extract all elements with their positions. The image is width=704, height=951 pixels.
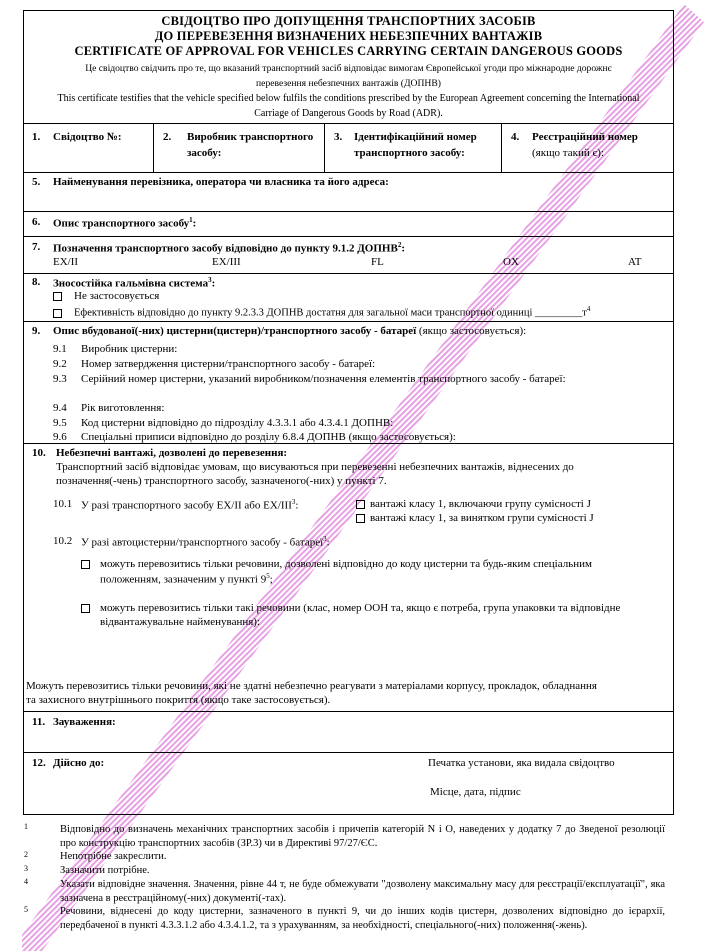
s5-num: 5. [32, 176, 41, 188]
s10-1-label: У разі транспортного засобу EX/II або EX/III$^3$: [81, 498, 299, 512]
rule [23, 273, 674, 274]
dangerous-goods-label: Небезпечні вантажі, дозволені до перевезення: [56, 447, 288, 459]
year-label: Рік виготовлення: [81, 402, 165, 414]
brake-label: Зносостійка гальмівна система$^3$: [53, 276, 216, 290]
s10-para-1: Транспортний засіб відповідає умовам, що висуваються при перевезенні небезпечних вантажів, віднесених до [56, 461, 574, 473]
row1-num-3: 3. [334, 131, 343, 143]
option-tank-code-2: положенням, зазначеним у пункті $9^5$; [100, 572, 273, 586]
brake-option-na: Не застосовується [53, 290, 159, 302]
s8-num: 8. [32, 276, 41, 288]
checkbox[interactable] [53, 309, 62, 318]
s9-1-num: 9.1 [53, 343, 67, 355]
s9-num: 9. [32, 325, 41, 337]
s9-4-num: 9.4 [53, 402, 67, 414]
desc-en-1: This certificate testifies that the vehicle specified below fulfils the conditions prescribed by the European Agreement concerning the International [57, 93, 640, 104]
s10-para-2: позначення(-чень) транспортного засобу, зазначеного(-них) у пункті 7. [56, 475, 387, 487]
tank-code-label: Код цистерни відповідно до підрозділу 4.3.3.1 або 4.3.4.1 ДОПНВ: [81, 417, 394, 429]
rule [23, 123, 674, 124]
rule [23, 752, 674, 753]
designation-label: Позначення транспортного засобу відповідно до пункту 9.1.2 ДОПНВ$^2$: [53, 241, 405, 255]
rule [23, 211, 674, 212]
manufacturer-label-2: засобу: [187, 147, 222, 159]
tank-serial-label: Серійний номер цистерни, указаний виробником/позначення елементів транспортного засобу - батареї: [81, 373, 566, 385]
tank-description-label: Опис вбудованої(-них) цистерни(цистерн)/транспортного засобу - батареї (якщо застосовується): [53, 325, 527, 337]
brake-option-effective: Ефективність відповідно до пункту 9.2.3.3 ДОПНВ достатня для загальної маси транспортної одиниці $\_\_\_\_\_\_\_\_\_т^4$ [53, 305, 590, 319]
s9-5-num: 9.5 [53, 417, 67, 429]
s10-1-num: 10.1 [53, 498, 73, 510]
type-fl: FL [371, 256, 384, 268]
footnote-mark: 4 [24, 877, 28, 886]
s9-6-num: 9.6 [53, 431, 67, 443]
title-ua-1: СВІДОЦТВО ПРО ДОПУЩЕННЯ ТРАНСПОРТНИХ ЗАСОБІВ [161, 14, 536, 28]
rule [501, 123, 502, 172]
title-en: CERTIFICATE OF APPROVAL FOR VEHICLES CARRYING CERTAIN DANGEROUS GOODS [74, 44, 623, 58]
option-specific-substances: можуть перевозитись тільки такі речовини (клас, номер ООН та, якщо є потреба, група упаковки та відповідне [81, 602, 620, 614]
s10-2-num: 10.2 [53, 535, 73, 547]
footnote-text: Відповідно до визначень механічних транспортних засобів і причепів категорій N і O, наведених у додатку 7 до Зведеної резолюції про конструкцію транспортних засобів (ЗР.3) чи в Директиві 97/27/ЄС. [60, 824, 665, 849]
type-ex2: EX/II [53, 256, 79, 268]
s9-3-num: 9.3 [53, 373, 67, 385]
rule [23, 711, 674, 712]
row1-num-4: 4. [511, 131, 520, 143]
type-at: AT [628, 256, 642, 268]
tank-approval-label: Номер затвердження цистерни/транспортного засобу - батареї: [81, 358, 376, 370]
vin-label-2: транспортного засобу: [354, 147, 465, 159]
s10-2-label: У разі автоцистерни/транспортного засобу - батареї$^3$: [81, 535, 330, 549]
footnote-mark: 5 [24, 905, 28, 914]
checkbox[interactable] [81, 560, 90, 569]
registration-label-2: (якщо такий є): [532, 147, 604, 159]
footnote-mark: 1 [24, 822, 28, 831]
desc-ua-2: перевезення небезпечних вантажів (ДОПНВ) [256, 78, 441, 89]
issuer-stamp-label: Печатка установи, яка видала свідоцтво [428, 757, 615, 769]
footnote-mark: 3 [24, 864, 28, 873]
remarks-label: Зауваження: [53, 716, 116, 728]
footnote-text: Зазначити потрібне. [60, 865, 150, 876]
desc-ua-1: Це свідоцтво свідчить про те, що вказаний транспортний засіб відповідає вимогам Європейської угоди про міжнародне дорожнє [85, 63, 612, 74]
desc-en-2: Carriage of Dangerous Goods by Road (ADR). [254, 108, 443, 119]
s12-num: 12. [32, 757, 46, 769]
rule [153, 123, 154, 172]
option-tank-code: можуть перевозитись тільки речовини, дозволені відповідно до коду цистерни та будь-яким спеціальним [81, 558, 592, 570]
registration-label: Реєстраційний номер [532, 131, 638, 143]
place-date-signature-label: Місце, дата, підпис [430, 786, 521, 798]
footnote-text: Указати відповідне значення. Значення, рівне 44 т, не буде обмежувати "дозволену максимальну масу для реєстрації/експлуатації", яка зазначена в реєстраційному(-них) документі(-тах). [60, 879, 665, 904]
footnote-mark: 2 [24, 850, 28, 859]
rule [23, 236, 674, 237]
checkbox[interactable] [81, 604, 90, 613]
rule [324, 123, 325, 172]
s9-2-num: 9.2 [53, 358, 67, 370]
type-ox: OX [503, 256, 519, 268]
rule [23, 443, 674, 444]
checkbox[interactable] [53, 292, 62, 301]
valid-until-label: Дійсно до: [53, 757, 105, 769]
vehicle-description-label: Опис транспортного засобу$^1$: [53, 216, 197, 230]
s7-num: 7. [32, 241, 41, 253]
compatibility-note-2: та захисного внутрішнього покриття (якщо таке застосовується). [26, 694, 331, 706]
row1-num-2: 2. [163, 131, 172, 143]
class1-without-j: вантажі класу 1, за винятком групи сумісності J [356, 512, 594, 524]
carrier-label: Найменування перевізника, оператора чи власника та його адреса: [53, 176, 389, 188]
s11-num: 11. [32, 716, 46, 728]
row1-num-1: 1. [32, 131, 41, 143]
title-ua-2: ДО ПЕРЕВЕЗЕННЯ ВИЗНАЧЕНИХ НЕБЕЗПЕЧНИХ ВАНТАЖІВ [154, 29, 543, 43]
compatibility-note-1: Можуть перевозитись тільки речовини, які не здатні небезпечно реагувати з матеріалами корпусу, прокладок, обладнання [26, 680, 597, 692]
checkbox[interactable] [356, 514, 365, 523]
s10-num: 10. [32, 447, 46, 459]
certificate-number-label: Свідоцтво №: [53, 131, 122, 143]
rule [23, 172, 674, 173]
type-ex3: EX/III [212, 256, 241, 268]
option-specific-substances-2: відвантажувальне найменування): [100, 616, 261, 628]
footnote-text: Непотрібне закреслити. [60, 851, 167, 862]
footnote-text: Речовини, віднесені до коду цистерни, зазначеного в пункті 9, чи до інших кодів цистерн, дозволених відповідно до ієрархії, передбаченої в пункті 4.3.3.1.2 або 4.3.4.1.2, та з урахуванням, за необхідності, спеціального(-них) положення(-жень). [60, 906, 665, 931]
checkbox[interactable] [356, 500, 365, 509]
s6-num: 6. [32, 216, 41, 228]
class1-with-j: вантажі класу 1, включаючи групу сумісності J [356, 498, 591, 510]
special-provisions-label: Спеціальні приписи відповідно до розділу 6.8.4 ДОПНВ (якщо застосовується): [81, 431, 456, 443]
manufacturer-label: Виробник транспортного [187, 131, 314, 143]
vin-label: Ідентифікаційний номер [354, 131, 477, 143]
tank-manufacturer-label: Виробник цистерни: [81, 343, 178, 355]
rule [23, 321, 674, 322]
